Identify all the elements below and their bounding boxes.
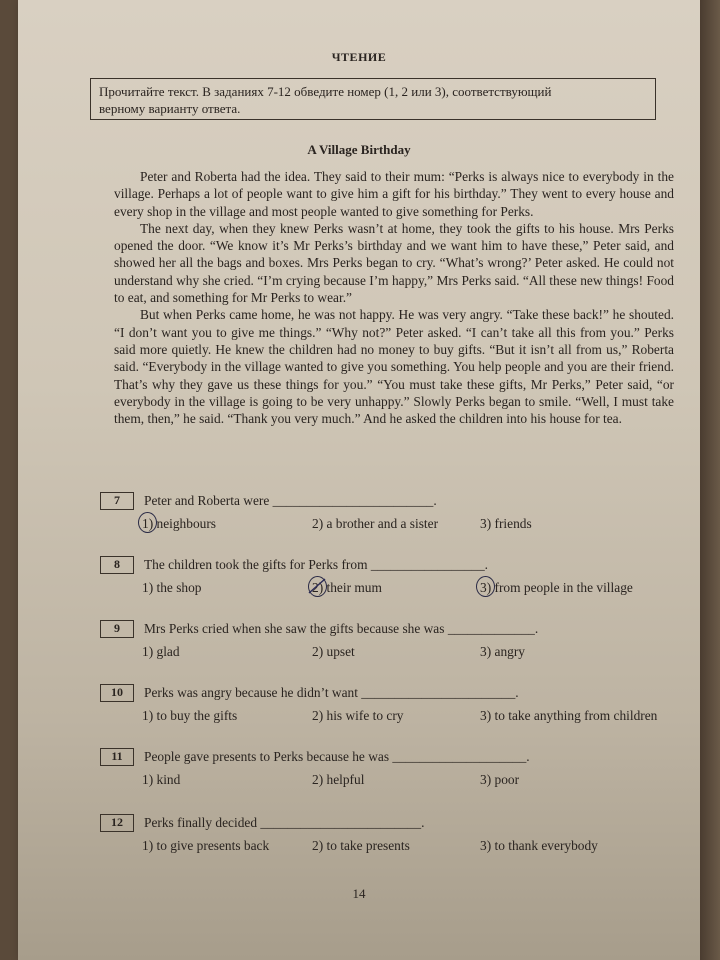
option-2[interactable]: 2) to take presents <box>312 838 410 853</box>
worksheet-page <box>18 0 700 960</box>
question-number: 9 <box>100 620 134 638</box>
background-edge <box>700 0 720 960</box>
question-10 <box>100 684 680 734</box>
instructions-line-2: верному варианту ответа. <box>99 101 241 116</box>
question-text: Peter and Roberta were ________________________. <box>144 493 437 508</box>
option-1[interactable]: 1) glad <box>142 644 180 659</box>
section-title: ЧТЕНИЕ <box>331 50 387 64</box>
option-1[interactable]: 1) neighbours <box>142 516 217 531</box>
option-2[interactable]: 2) helpful <box>312 772 365 787</box>
question-number: 7 <box>100 492 134 510</box>
question-9 <box>100 620 680 670</box>
option-3[interactable]: 3) to thank everybody <box>480 838 598 853</box>
answer-circle-icon <box>138 512 157 533</box>
passage-paragraph: Peter and Roberta had the idea. They said to their mum: “Perks is always nice to everybody in the village. Perhaps a lot of people want to give him a gift for his birthday.” They went to every house and every shop in the village and most people wanted to give something for Perks. <box>114 169 674 219</box>
option-2[interactable]: 2) their mum <box>312 580 382 595</box>
option-1[interactable]: 1) to give presents back <box>142 838 270 853</box>
option-1[interactable]: 1) to buy the gifts <box>142 708 238 723</box>
question-8 <box>100 556 680 606</box>
question-text: Perks finally decided ________________________. <box>144 815 425 830</box>
option-3[interactable]: 3) poor <box>480 772 520 787</box>
answer-circle-icon <box>476 576 495 597</box>
option-2[interactable]: 2) a brother and a sister <box>312 516 439 531</box>
option-3[interactable]: 3) from people in the village <box>480 580 633 595</box>
question-number: 11 <box>100 748 134 766</box>
option-2[interactable]: 2) his wife to cry <box>312 708 404 723</box>
question-11 <box>100 748 680 798</box>
question-number: 8 <box>100 556 134 574</box>
option-3[interactable]: 3) to take anything from children <box>480 708 658 723</box>
option-3[interactable]: 3) friends <box>480 516 532 531</box>
question-text: The children took the gifts for Perks from _________________. <box>144 557 489 572</box>
option-1[interactable]: 1) the shop <box>142 580 202 595</box>
option-1[interactable]: 1) kind <box>142 772 181 787</box>
passage-paragraph: But when Perks came home, he was not happy. He was very angry. “Take these back!” he shouted. “I don’t want you to give me things.” “Why not?” Peter asked. “I can’t take all this from you.” Perks said more quietly. He knew the children had no money to buy gifts. “But it isn’t all from us,” Roberta said. “Everybody in the village wanted to give you something. You help people and you are their friend. That’s why they gave us these things for you.” “You must take these gifts, Mr Perks,” Peter said, “or everybody in the village is going to be very unhappy.” Slowly Perks began to smile. “Well, I must take them, then,” he said. “Thank you very much.” And he asked the children into his house for tea. <box>114 307 674 427</box>
reading-passage <box>114 168 674 427</box>
question-number: 12 <box>100 814 134 832</box>
question-text: Mrs Perks cried when she saw the gifts because she was _____________. <box>144 621 539 636</box>
question-text: People gave presents to Perks because he was ____________________. <box>144 749 530 764</box>
page-number: 14 <box>352 886 366 901</box>
question-number: 10 <box>100 684 134 702</box>
option-3[interactable]: 3) angry <box>480 644 525 659</box>
cross-out-icon <box>306 576 328 596</box>
option-2[interactable]: 2) upset <box>312 644 355 659</box>
passage-paragraph: The next day, when they knew Perks wasn’t at home, they took the gifts to his house. Mrs Perks opened the door. “We know it’s Mr Perks’s birthday and we want him to have these,” Peter said, and showed her all the bags and boxes. Mrs Perks began to cry. “What’s wrong?’ Peter asked. He could not understand why she cried. “I’m crying because I’m happy,” Mrs Perks said. “All these new things! Food to eat, and something for Mr Perks to wear.” <box>114 220 674 306</box>
question-12 <box>100 814 680 864</box>
text-title: A Village Birthday <box>307 142 411 157</box>
instructions-line-1: Прочитайте текст. В заданиях 7-12 обведите номер (1, 2 или 3), соответствующий <box>99 84 552 99</box>
question-7 <box>100 492 680 542</box>
instructions-box <box>90 78 656 120</box>
question-text: Perks was angry because he didn’t want _______________________. <box>144 685 519 700</box>
